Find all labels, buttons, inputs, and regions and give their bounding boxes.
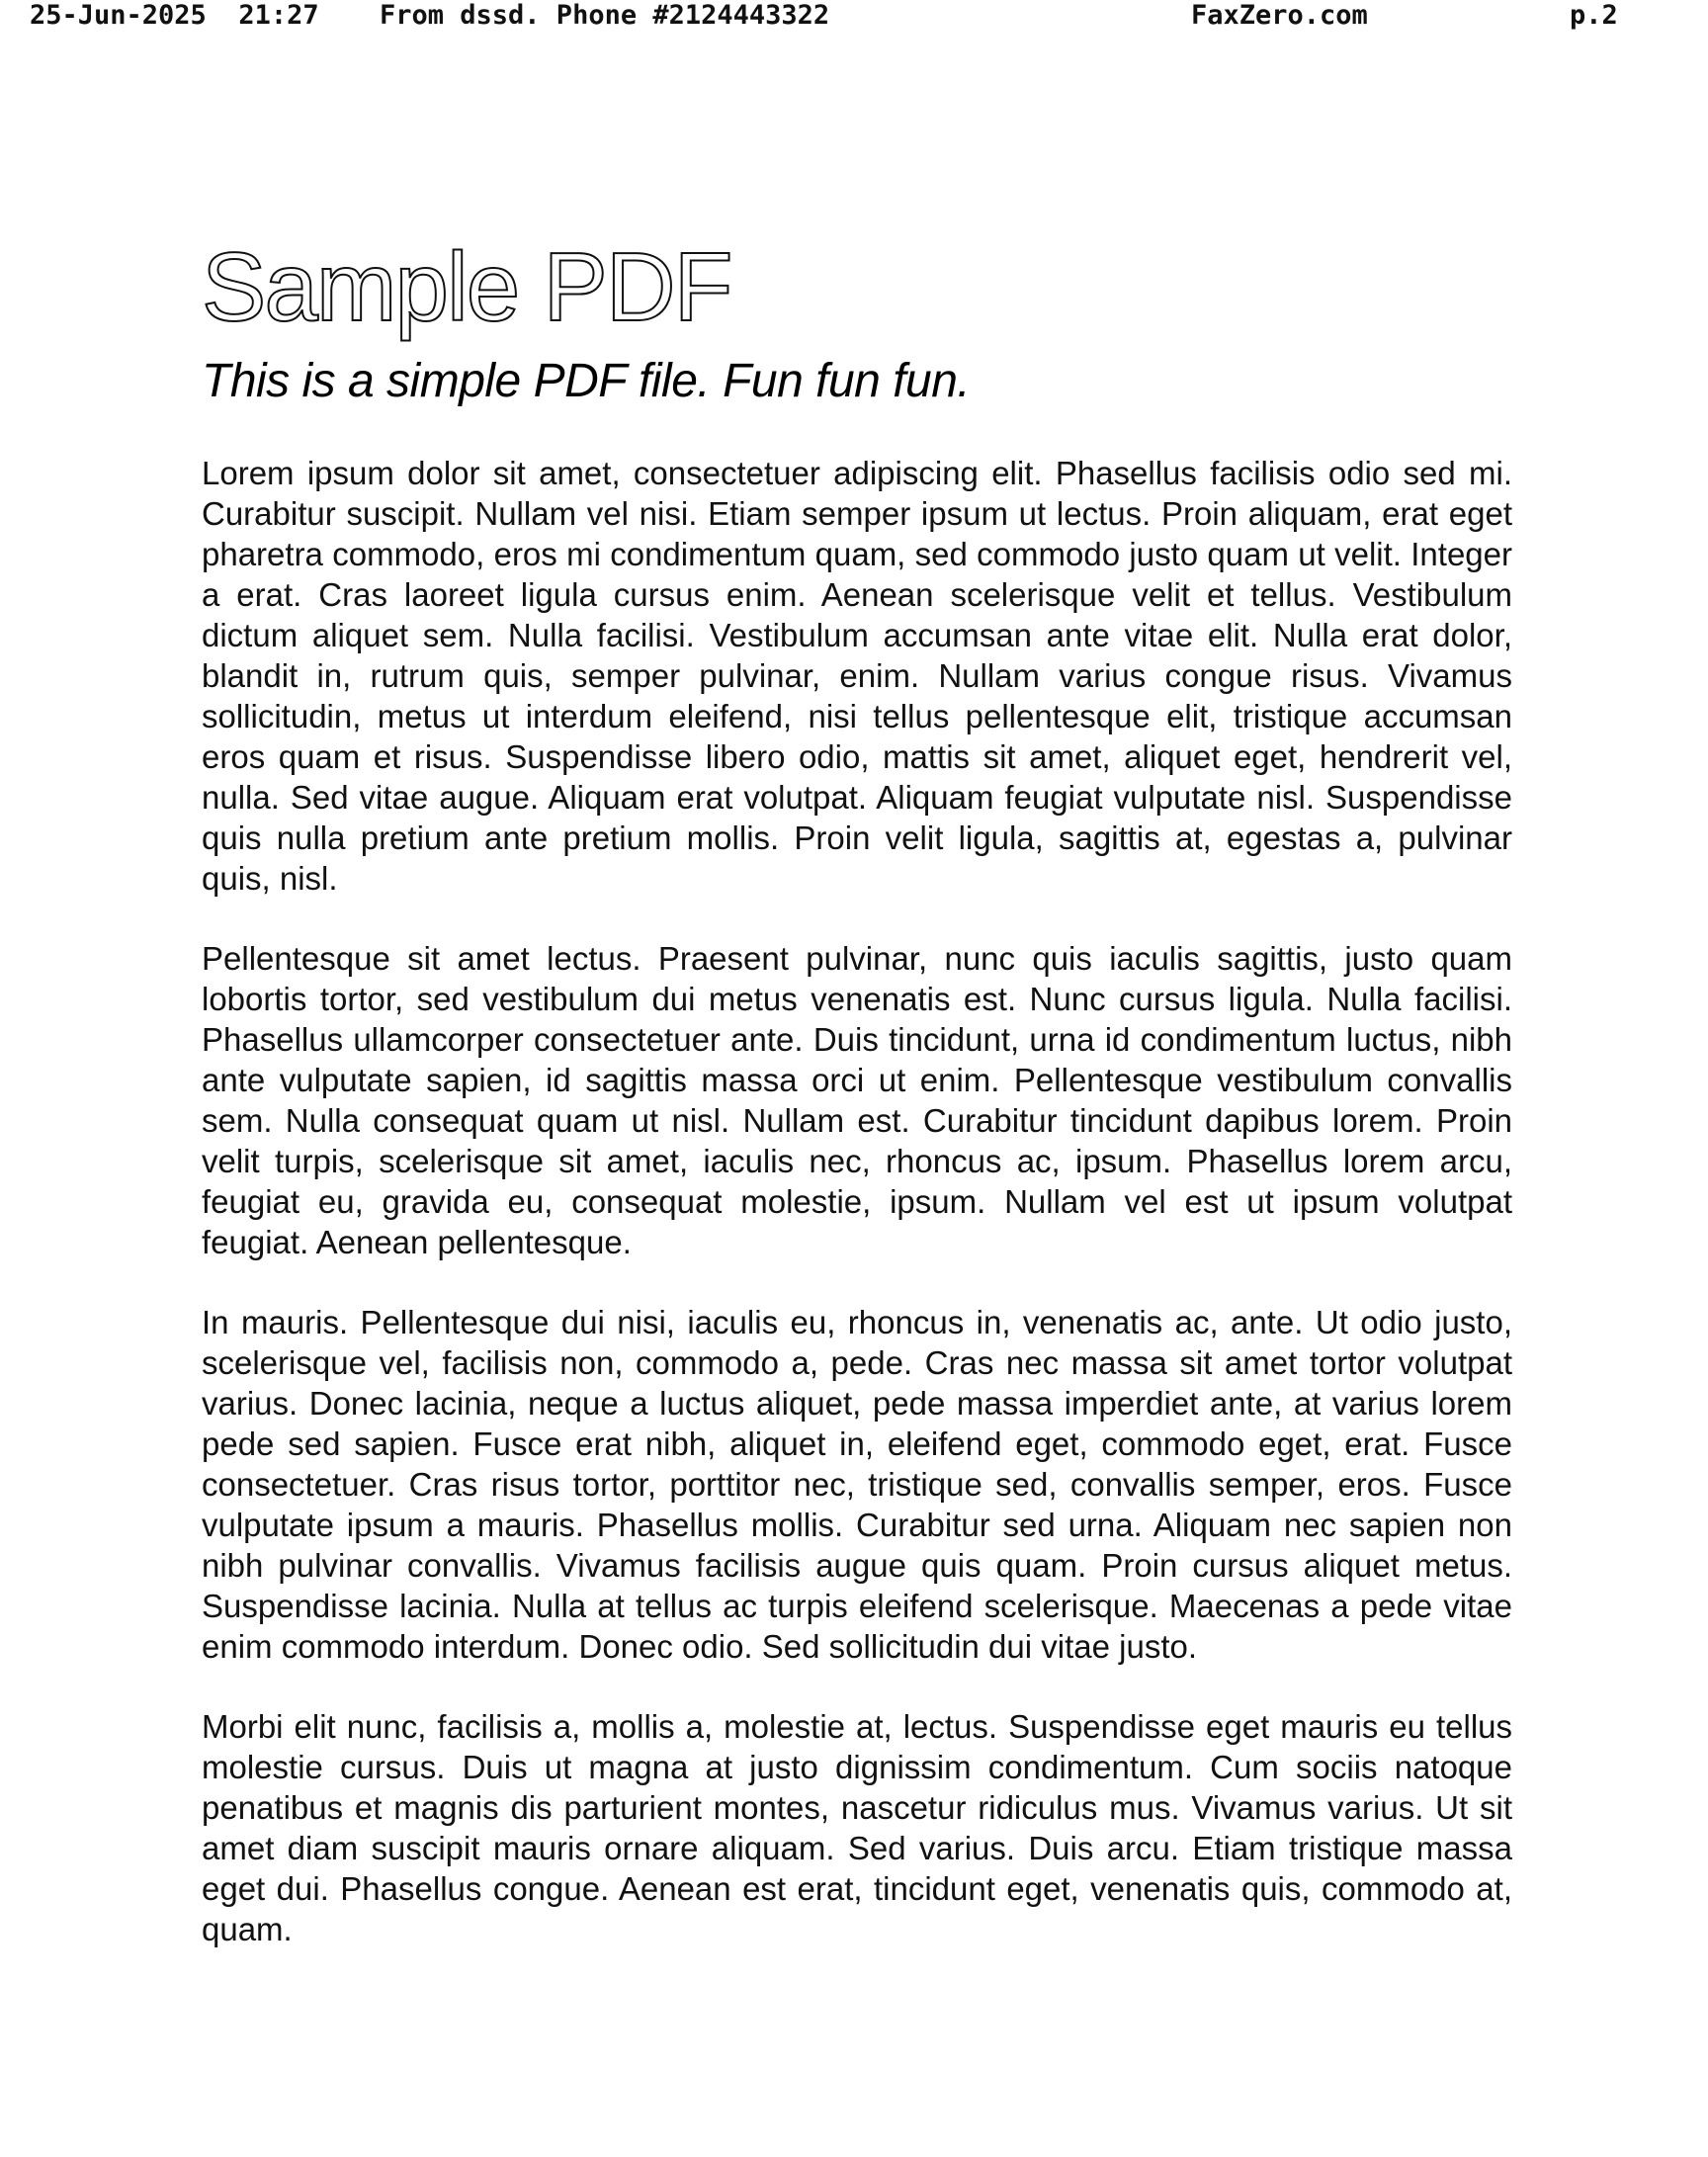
document-body — [202, 453, 1512, 1949]
fax-date-time — [30, 0, 319, 32]
document-subtitle: This is a simple PDF file. Fun fun fun. — [202, 355, 971, 407]
document-title: Sample PDF — [202, 232, 731, 341]
body-paragraph-3: In mauris. Pellentesque dui nisi, iaculis eu, rhoncus in, venenatis ac, ante. Ut odio justo, scelerisque vel, facilisis non, commodo a, pede. Cras nec massa sit amet tortor volutpat varius. Donec lacinia, neque a luctus aliquet, pede massa imperdiet ante, at varius lorem pede sed sapien. Fusce erat nibh, aliquet in, eleifend eget, commodo eget, erat. Fusce consectetuer. Cras risus tortor, porttitor nec, tristique sed, convallis semper, eros. Fusce vulputate ipsum a mauris. Phasellus mollis. Curabitur sed urna. Aliquam nec sapien non nibh pulvinar convallis. Vivamus facilisis augue quis quam. Proin cursus aliquet metus. Suspendisse lacinia. Nulla at tellus ac turpis eleifend scelerisque. Maecenas a pede vitae enim commodo interdum. Donec odio. Sed sollicitudin dui vitae justo. — [202, 1304, 1512, 1665]
fax-time: 21:27 — [238, 0, 319, 31]
fax-service: FaxZero.com — [1191, 0, 1368, 31]
body-paragraph-2: Pellentesque sit amet lectus. Praesent pulvinar, nunc quis iaculis sagittis, justo quam lobortis tortor, sed vestibulum dui metus venenatis est. Nunc cursus ligula. Nulla facilisi. Phasellus ullamcorper consectetuer ante. Duis tincidunt, urna id condimentum luctus, nibh ante vulputate sapien, id sagittis massa orci ut enim. Pellentesque vestibulum convallis sem. Nulla consequat quam ut nisl. Nullam est. Curabitur tincidunt dapibus lorem. Proin velit turpis, scelerisque sit amet, iaculis nec, rhoncus ac, ipsum. Phasellus lorem arcu, feugiat eu, gravida eu, consequat molestie, ipsum. Nullam vel est ut ipsum volutpat feugiat. Aenean pellentesque. — [202, 940, 1512, 1260]
fax-sender: From dssd. Phone #2124443322 — [380, 0, 830, 31]
body-paragraph-4: Morbi elit nunc, facilisis a, mollis a, molestie at, lectus. Suspendisse eget mauris eu tellus molestie cursus. Duis ut magna at justo dignissim condimentum. Cum sociis natoque penatibus et magnis dis parturient montes, nascetur ridiculus mus. Vivamus varius. Ut sit amet diam suscipit mauris ornare aliquam. Sed varius. Duis arcu. Etiam tristique massa eget dui. Phasellus congue. Aenean est erat, tincidunt eget, venenatis quis, commodo at, quam. — [202, 1708, 1512, 1947]
fax-date: 25-Jun-2025 — [30, 0, 207, 31]
fax-header — [0, 0, 1708, 40]
fax-page-number: p.2 — [1570, 0, 1618, 31]
body-paragraph-1: Lorem ipsum dolor sit amet, consectetuer adipiscing elit. Phasellus facilisis odio sed mi. Curabitur suscipit. Nullam vel nisi. Etiam semper ipsum ut lectus. Proin aliquam, erat eget pharetra commodo, eros mi condimentum quam, sed commodo justo quam ut velit. Integer a erat. Cras laoreet ligula cursus enim. Aenean scelerisque velit et tellus. Vestibulum dictum aliquet sem. Nulla facilisi. Vestibulum accumsan ante vitae elit. Nulla erat dolor, blandit in, rutrum quis, semper pulvinar, enim. Nullam varius congue risus. Vivamus sollicitudin, metus ut interdum eleifend, nisi tellus pellentesque elit, tristique accumsan eros quam et risus. Suspendisse libero odio, mattis sit amet, aliquet eget, hendrerit vel, nulla. Sed vitae augue. Aliquam erat volutpat. Aliquam feugiat vulputate nisl. Suspendisse quis nulla pretium ante pretium mollis. Proin velit ligula, sagittis at, egestas a, pulvinar quis, nisl. — [202, 455, 1512, 897]
document-page — [202, 229, 1512, 1989]
